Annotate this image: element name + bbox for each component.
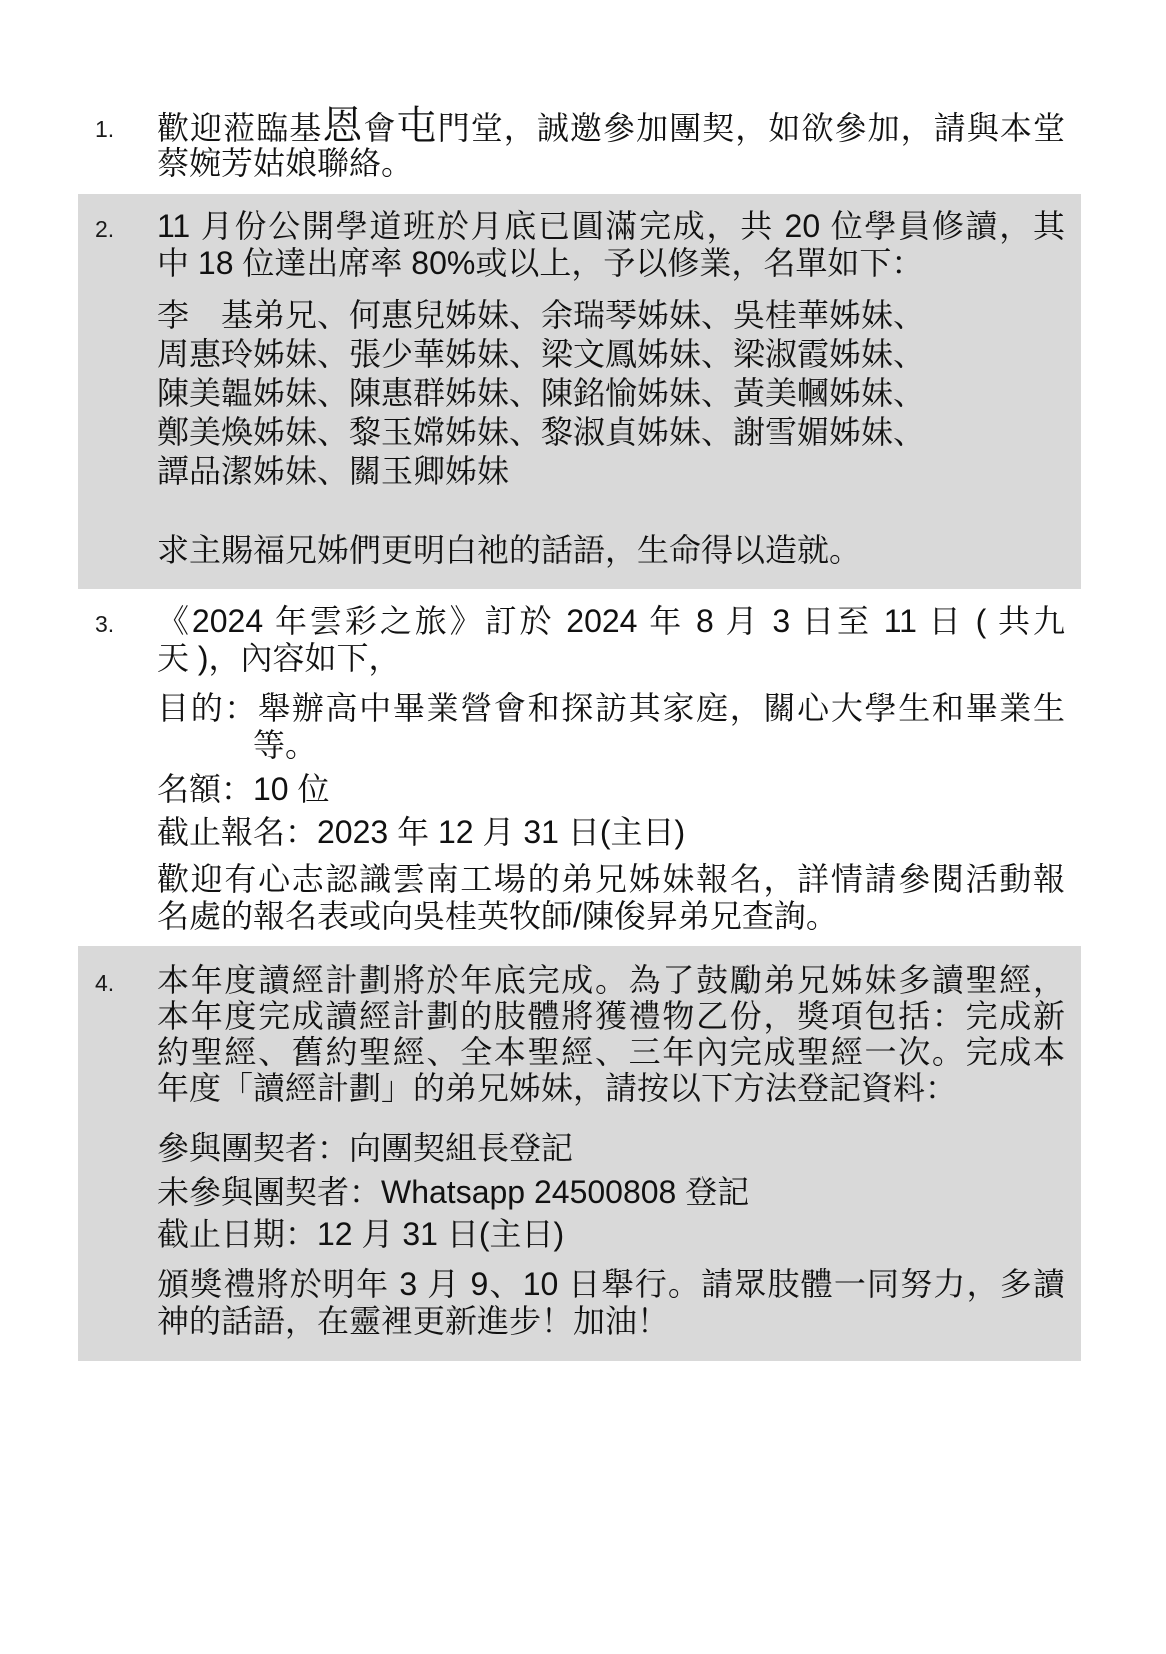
- non-fellowship-registration: [157, 1174, 1065, 1211]
- item-1-body: [157, 104, 1065, 182]
- award-line: 頒獎禮將於明年 3 月 9、10 日舉行。請眾肢體一同努力，多讀: [157, 1266, 1065, 1302]
- item-2-intro-line: 11 月份公開學道班於月底已圓滿完成，共 20 位學員修讀，其: [157, 208, 1065, 244]
- item-1-run: 會: [363, 110, 397, 146]
- item-3-intro-line: 《2024 年雲彩之旅》訂於 2024 年 8 月 3 日至 11 日 ( 共九: [157, 603, 1065, 639]
- purpose-line: [157, 690, 1065, 727]
- item-1-line-2: 蔡婉芳姑娘聯絡。: [157, 145, 414, 181]
- item-4-intro-line: 年度「讀經計劃」的弟兄姊妹，請按以下方法登記資料：: [157, 1070, 958, 1106]
- item-1-run-large: 屯: [396, 104, 438, 148]
- name-list-line: 譚品潔姊妹、關玉卿姊妹: [157, 453, 510, 489]
- item-1-run: 歡迎蒞臨基: [157, 110, 323, 146]
- trip-purpose: [157, 690, 1065, 764]
- item-2-intro: [157, 208, 1065, 282]
- name-list-line: 鄭美煥姊妹、黎玉嫦姊妹、黎淑貞姊妹、謝雪媚姊妹、: [157, 414, 926, 450]
- trip-welcome: [157, 861, 1065, 935]
- purpose-label: 目的：: [157, 690, 259, 726]
- item-4-number: 4.: [95, 970, 115, 996]
- welcome-line: 名處的報名表或向吳桂英牧師/陳俊昇弟兄查詢。: [157, 898, 838, 934]
- reading-deadline: [157, 1216, 1065, 1253]
- item-1-line-1: [157, 104, 1065, 148]
- item-3-intro: [157, 603, 1065, 677]
- item-3-intro-line: 天 )，內容如下，: [157, 640, 401, 676]
- welcome-line: 歡迎有心志認識雲南工場的弟兄姊妹報名，詳情請參閱活動報: [157, 861, 1065, 897]
- award-line: 神的話語，在靈裡更新進步！加油！: [157, 1303, 670, 1339]
- item-1-number: 1.: [95, 116, 115, 142]
- item-2-intro-line: 中 18 位達出席率 80%或以上，予以修業，名單如下：: [157, 245, 924, 281]
- award-ceremony: [157, 1266, 1065, 1340]
- graduate-name-list: [157, 296, 1065, 491]
- item-2-blessing: [157, 532, 1065, 569]
- name-list-line: 陳美韞姊妹、陳惠群姊妹、陳銘愉姊妹、黃美幗姊妹、: [157, 375, 926, 411]
- item-1-run-large: 恩: [322, 104, 364, 148]
- item-4-intro: [157, 962, 1065, 1106]
- purpose-line: 等。: [253, 727, 318, 763]
- item-1-run: 門堂，誠邀參加團契，如欲參加，請與本堂: [437, 110, 1065, 146]
- fellowship-registration-text: 參與團契者：向團契組長登記: [157, 1130, 574, 1166]
- registration-deadline-text: 截止報名：2023 年 12 月 31 日(主日): [157, 814, 686, 850]
- item-4-intro-line: 本年度讀經計劃將於年底完成。為了鼓勵弟兄姊妹多讀聖經，: [157, 962, 1065, 998]
- item-4-intro-line: 約聖經、舊約聖經、全本聖經、三年內完成聖經一次。完成本: [157, 1034, 1065, 1070]
- blessing-text: 求主賜福兄姊們更明白祂的話語，生命得以造就。: [157, 532, 862, 568]
- trip-deadline: [157, 814, 1065, 851]
- purpose-text: 舉辦高中畢業營會和探訪其家庭，關心大學生和畢業生: [258, 690, 1065, 726]
- quota-text: 名額：10 位: [157, 771, 330, 807]
- trip-quota: [157, 771, 1065, 808]
- name-list-line: 周惠玲姊妹、張少華姊妹、梁文鳳姊妹、梁淑霞姊妹、: [157, 336, 926, 372]
- item-3-number: 3.: [95, 611, 115, 637]
- item-2-number: 2.: [95, 216, 115, 242]
- non-fellowship-registration-text: 未參與團契者：Whatsapp 24500808 登記: [157, 1174, 750, 1210]
- fellowship-registration: [157, 1130, 1065, 1167]
- name-list-line: 李 基弟兄、何惠兒姊妹、余瑞琴姊妹、吳桂華姊妹、: [157, 297, 926, 333]
- item-4-intro-line: 本年度完成讀經計劃的肢體將獲禮物乙份，獎項包括：完成新: [157, 998, 1065, 1034]
- reading-deadline-text: 截止日期：12 月 31 日(主日): [157, 1216, 565, 1252]
